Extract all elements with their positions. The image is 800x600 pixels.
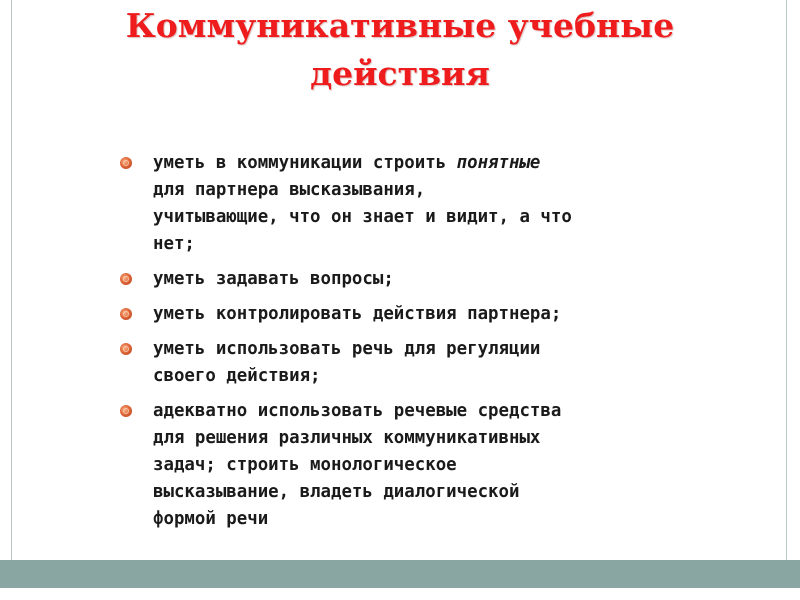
bullet-text bbox=[153, 150, 792, 258]
bullet-item bbox=[120, 398, 792, 533]
bullet-text bbox=[153, 301, 792, 328]
bullet-line bbox=[153, 150, 792, 177]
bullet-text bbox=[153, 398, 792, 533]
bullet-line: уметь контролировать действия партнера; bbox=[153, 304, 562, 324]
footer-band bbox=[0, 560, 800, 588]
bullet-item bbox=[120, 150, 792, 258]
bullet-line: задач; строить монологическое bbox=[153, 455, 457, 475]
bullet-list bbox=[120, 150, 792, 541]
slide-title bbox=[60, 2, 740, 98]
bullet-line: для партнера высказывания, bbox=[153, 180, 426, 200]
bullet-line: высказывание, владеть диалогической bbox=[153, 482, 520, 502]
bullet-line-plain: уметь в коммуникации строить bbox=[153, 153, 457, 173]
footer-edge bbox=[0, 588, 800, 600]
bullet-item bbox=[120, 266, 792, 293]
bullet-line: формой речи bbox=[153, 509, 269, 529]
title-line-2: действия bbox=[310, 54, 490, 93]
bullet-text bbox=[153, 336, 792, 390]
bullet-item bbox=[120, 336, 792, 390]
round-bullet-icon bbox=[120, 273, 132, 285]
round-bullet-icon bbox=[120, 343, 132, 355]
bullet-line: адекватно использовать речевые средства bbox=[153, 401, 562, 421]
bullet-item bbox=[120, 301, 792, 328]
bullet-line: своего действия; bbox=[153, 366, 321, 386]
round-bullet-icon bbox=[120, 308, 132, 320]
round-bullet-icon bbox=[120, 157, 132, 169]
bullet-line: нет; bbox=[153, 234, 195, 254]
bullet-line-emphasis: понятные bbox=[456, 153, 541, 173]
bullet-text bbox=[153, 266, 792, 293]
title-line-1: Коммуникативные учебные bbox=[125, 6, 675, 45]
bullet-line: учитывающие, что он знает и видит, а что bbox=[153, 207, 572, 227]
bullet-line: для решения различных коммуникативных bbox=[153, 428, 541, 448]
bullet-line: уметь использовать речь для регуляции bbox=[153, 339, 541, 359]
round-bullet-icon bbox=[120, 405, 132, 417]
bullet-line: уметь задавать вопросы; bbox=[153, 269, 394, 289]
